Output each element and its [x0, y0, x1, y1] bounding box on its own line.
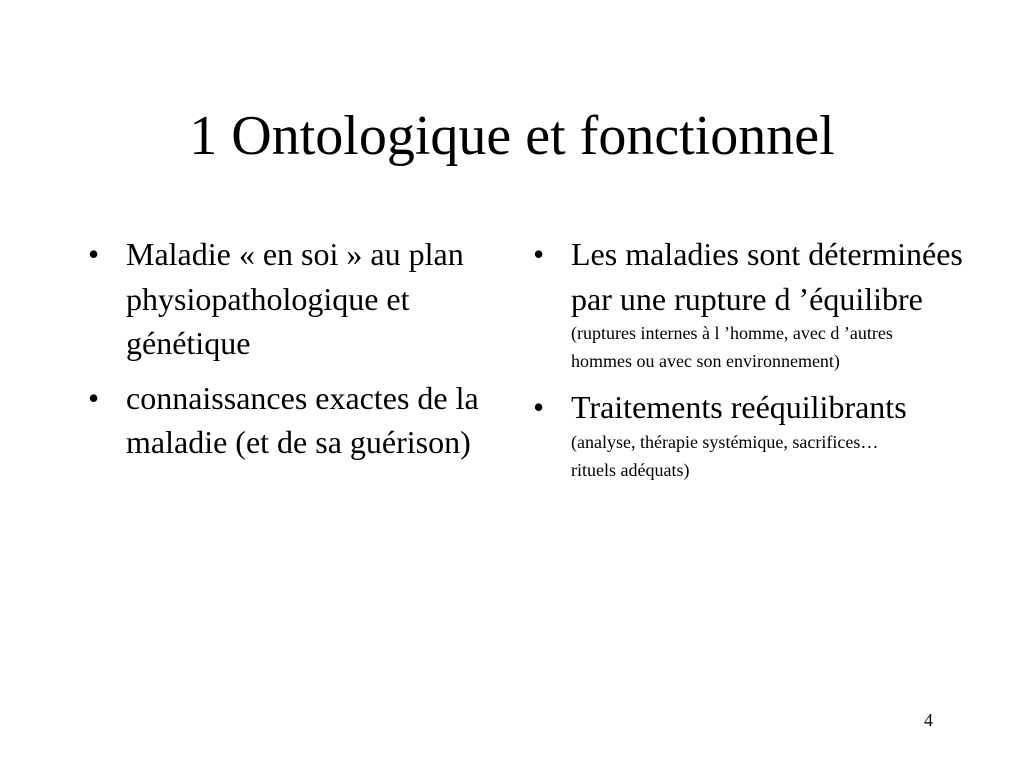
right-bullet-list [527, 232, 967, 484]
bullet-icon: • [533, 389, 545, 425]
bullet-note: (analyse, thérapie systémique, sacrifices…rituels adéquats) [571, 431, 879, 480]
bullet-item-maladies-determinees [527, 232, 967, 375]
bullet-text: Les maladies sont déterminées par une rupture d ’équilibre [571, 236, 963, 317]
page-number: 4 [924, 710, 933, 730]
bullet-item-maladie-en-soi [82, 232, 492, 366]
bullet-item-traitements [527, 385, 967, 484]
bullet-icon: • [533, 236, 545, 272]
right-column [527, 232, 967, 494]
left-bullet-list [82, 232, 492, 465]
bullet-icon: • [88, 379, 100, 416]
bullet-item-connaissances [82, 376, 492, 465]
bullet-text: Traitements reéquilibrants [571, 389, 907, 425]
bullet-text: Maladie « en soi » au plan physiopathologique et génétique [126, 236, 464, 361]
bullet-text: connaissances exactes de la maladie (et de sa guérison) [126, 379, 479, 460]
bullet-icon: • [88, 236, 100, 272]
left-column [82, 232, 492, 475]
bullet-note: (ruptures internes à l ’homme, avec d ’autres hommes ou avec son environnement) [571, 323, 893, 371]
slide-title: 1 Ontologique et fonctionnel [189, 105, 835, 167]
